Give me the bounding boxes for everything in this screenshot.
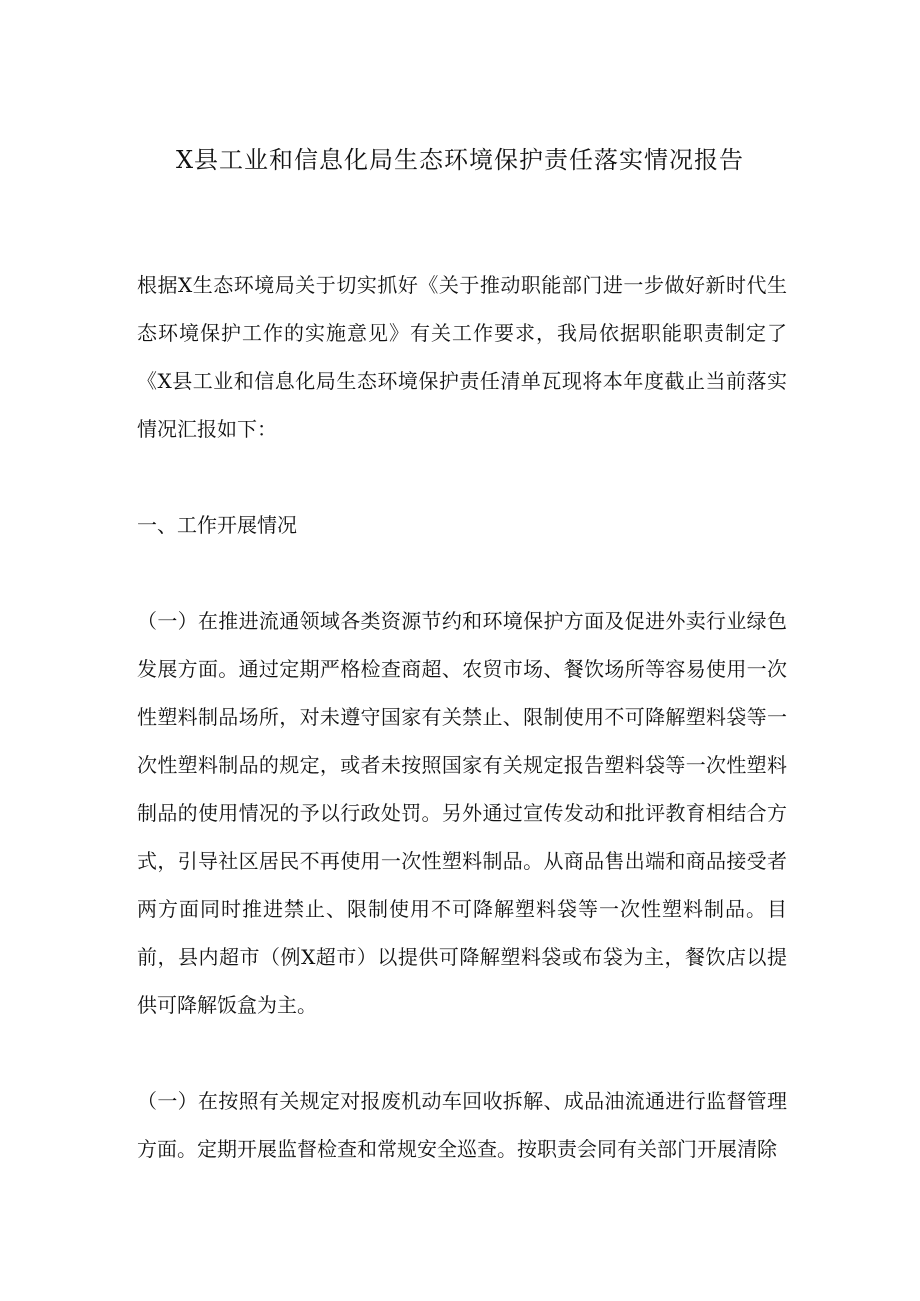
body-paragraph: （一）在推进流通领域各类资源节约和环境保护方面及促进外卖行业绿色发展方面。通过定期严格检查商超、农贸市场、餐饮场所等容易使用一次性塑料制品场所，对未遵守国家有关禁止、限制使用不可降解塑料袋等一次性塑料制品的规定，或者未按照国家有关规定报告塑料袋等一次性塑料制品的使用情况的予以行政处罚。另外通过宣传发动和批评教育相结合方式，引导社区居民不再使用一次性塑料制品。从商品售出端和商品接受者两方面同时推进禁止、限制使用不可降解塑料袋等一次性塑料制品。目前，县内超市（例X超市）以提供可降解塑料袋或布袋为主，餐饮店以提供可降解饭盒为主。: [137, 609, 787, 1017]
section-heading: 一、工作开展情况: [137, 513, 297, 537]
document-title: X县工业和信息化局生态环境保护责任落实情况报告: [175, 146, 745, 174]
intro-paragraph: 根据X生态环境局关于切实抓好《关于推动职能部门进一步做好新时代生态环境保护工作的实施意见》有关工作要求，我局依据职能职责制定了《X县工业和信息化局生态环境保护责任清单瓦现将本年度截止当前落实情况汇报如下：: [137, 273, 787, 441]
body-paragraph: （一）在按照有关规定对报废机动车回收拆解、成品油流通进行监督管理方面。定期开展监督检查和常规安全巡查。按职责会同有关部门开展清除: [137, 1089, 787, 1161]
